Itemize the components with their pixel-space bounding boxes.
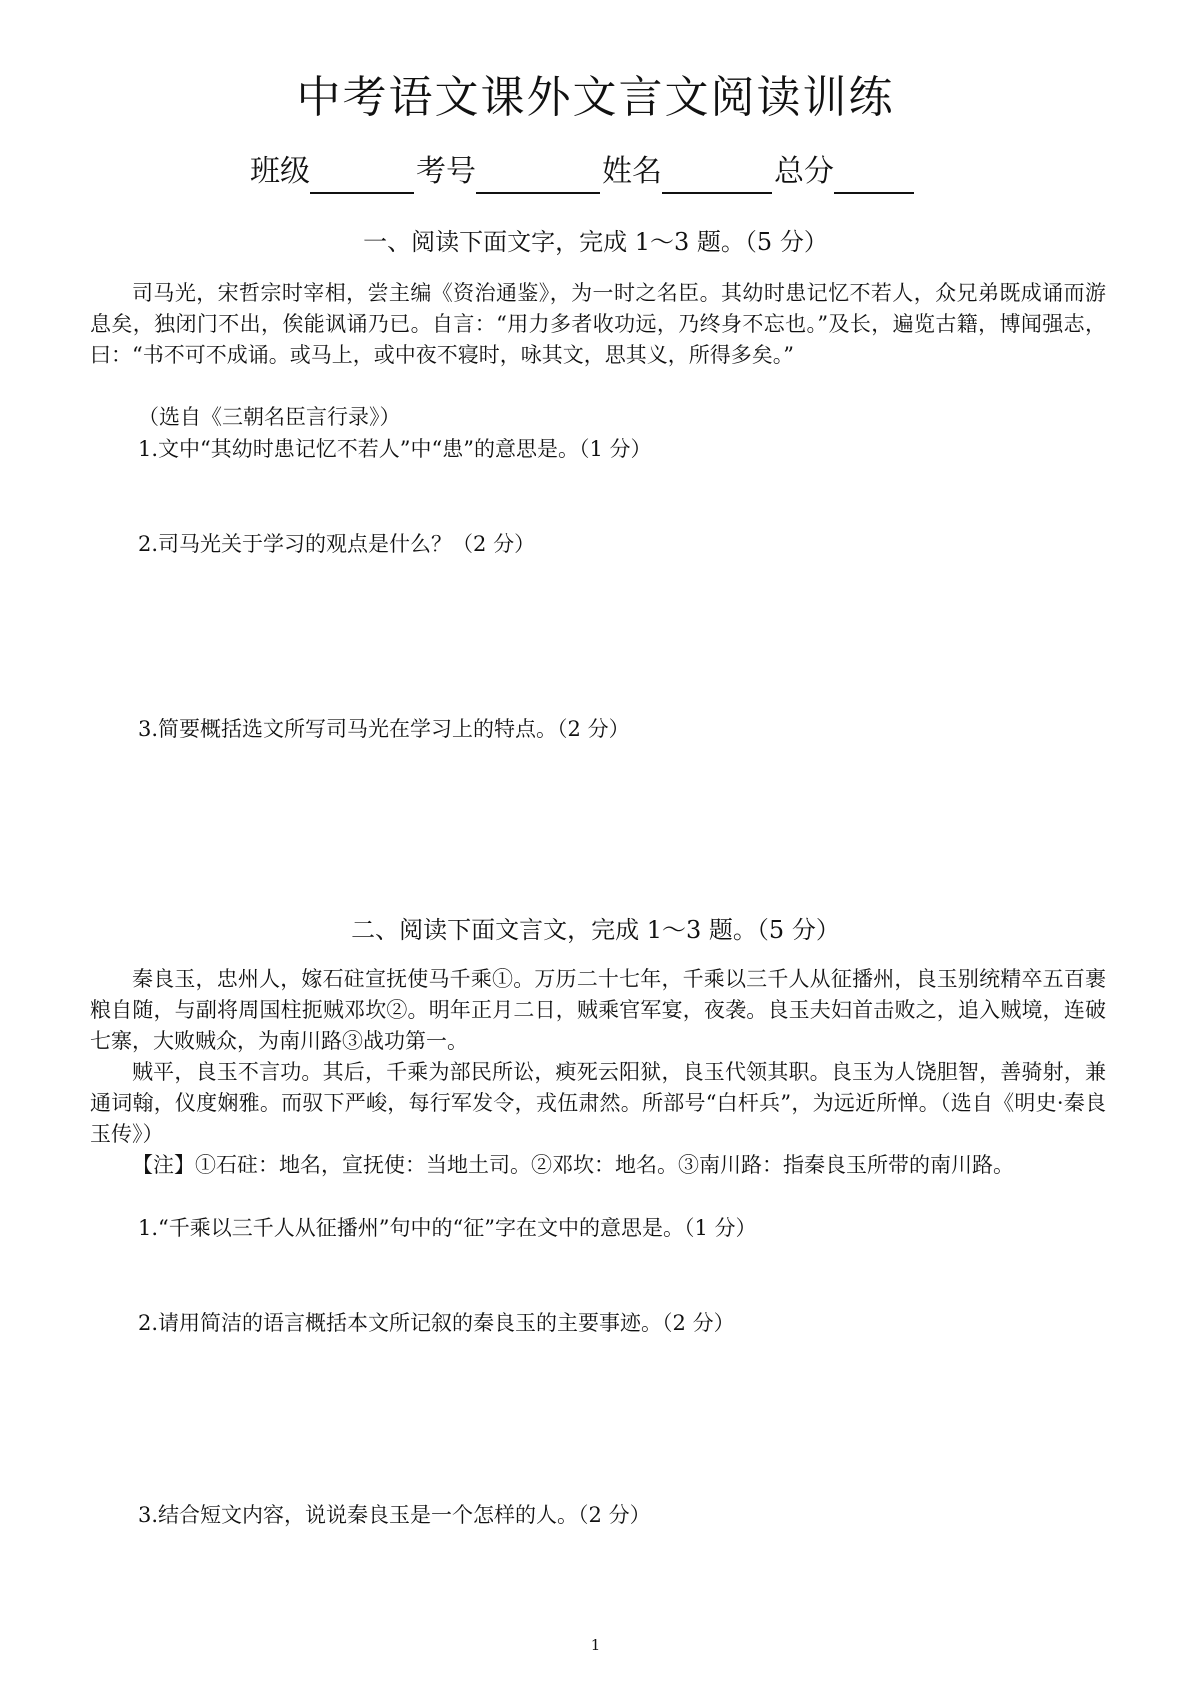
section2-question-2: 2.请用简洁的语言概括本文所记叙的秦良玉的主要事迹。（2 分） (138, 1311, 735, 1335)
student-info-row (250, 150, 916, 194)
section1-passage: 司马光，宋哲宗时宰相，尝主编《资治通鉴》，为一时之名臣。其幼时患记忆不若人，众兄弟既成诵而游息矣，独闭门不出，俟能讽诵乃已。自言：“用力多者收功远，乃终身不忘也。”及长，遍览古籍，博闻强志，曰：“书不可不成诵。或马上，或中夜不寝时，咏其文，思其义，所得多矣。” (90, 281, 1106, 367)
page-title: 中考语文课外文言文阅读训练 (296, 72, 895, 123)
section2-heading: 二、阅读下面文言文，完成 1～3 题。（5 分） (351, 916, 840, 944)
exam-no-blank[interactable] (476, 152, 600, 194)
section1-question-2: 2.司马光关于学习的观点是什么？（2 分） (138, 532, 536, 556)
section1-question-3: 3.简要概括选文所写司马光在学习上的特点。（2 分） (138, 717, 630, 741)
class-label: 班级 (250, 154, 310, 189)
section2-passage-1: 秦良玉，忠州人，嫁石砫宣抚使马千乘①。万历二十七年，千乘以三千人从征播州，良玉别统精卒五百裹粮自随，与副将周国柱扼贼邓坎②。明年正月二日，贼乘官军宴，夜袭。良玉夫妇首击败之，追入贼境，连破七寨，大败贼众，为南川路③战功第一。 (90, 967, 1106, 1053)
section2-note: 【注】①石砫：地名，宣抚使：当地土司。②邓坎：地名。③南川路：指秦良玉所带的南川路。 (132, 1153, 1014, 1177)
name-blank[interactable] (662, 152, 772, 194)
section2-question-1: 1.“千乘以三千人从征播州”句中的“征”字在文中的意思是。（1 分） (138, 1216, 757, 1240)
section2-passage-2: 贼平，良玉不言功。其后，千乘为部民所讼，瘐死云阳狱，良玉代领其职。良玉为人饶胆智，善骑射，兼通词翰，仪度娴雅。而驭下严峻，每行军发令，戎伍肃然。所部号“白杆兵”，为远近所惮。（选自《明史·秦良玉传》） (90, 1060, 1106, 1146)
name-label: 姓名 (602, 154, 662, 189)
page-number: 1 (590, 1636, 601, 1654)
section2-question-3: 3.结合短文内容，说说秦良玉是一个怎样的人。（2 分） (138, 1503, 651, 1527)
total-label: 总分 (774, 154, 834, 189)
section1-question-1: 1.文中“其幼时患记忆不若人”中“患”的意思是。（1 分） (138, 437, 652, 461)
section1-heading: 一、阅读下面文字，完成 1～3 题。（5 分） (363, 228, 828, 256)
class-blank[interactable] (310, 152, 414, 194)
section1-source: （选自《三朝名臣言行录》） (138, 405, 401, 429)
total-blank[interactable] (834, 152, 914, 194)
exam-no-label: 考号 (416, 154, 476, 189)
